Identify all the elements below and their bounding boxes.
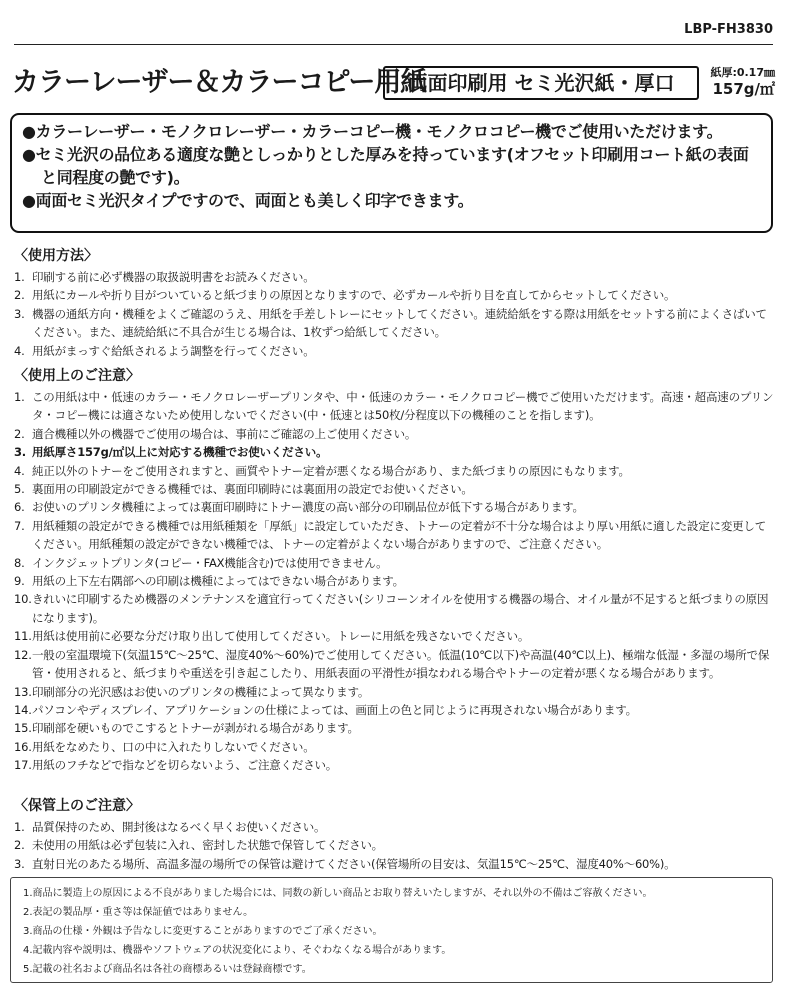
storage-section	[14, 797, 777, 873]
list-item	[14, 836, 777, 854]
paper-spec	[710, 64, 775, 98]
list-item	[14, 480, 777, 498]
note-item: 4.記載内容や説明は、機器やソフトウェアの状況変化により、そぐわなくなる場合があります。	[23, 945, 452, 956]
list-item	[14, 738, 777, 756]
list-item	[14, 388, 777, 425]
item-text: 機器の通紙方向・機種をよくご確認のうえ、用紙を手差しトレーにセットしてください。連続給紙をする際は用紙をセットする前によくさばいてください。また、連続給紙に不具合が生じる場合は、1枚ずつ給紙してください。	[32, 306, 767, 340]
item-text: 裏面用の印刷設定ができる機種では、裏面印刷時には裏面用の設定でお使いください。	[32, 482, 473, 497]
item-number: 14.	[14, 702, 32, 717]
item-text: パソコンやディスプレイ、アプリケーションの仕様によっては、画面上の色と同じように再現されない場合があります。	[32, 702, 637, 717]
item-text: 印刷部を硬いものでこするとトナーが剥がれる場合があります。	[32, 721, 359, 736]
list-item	[14, 462, 777, 480]
cautions-section	[14, 367, 777, 775]
item-text: 品質保持のため、開封後はなるべく早くお使いください。	[32, 820, 326, 834]
note-item: 3.商品の仕様・外観は予告なしに変更することがありますのでご了承ください。	[23, 926, 383, 937]
item-text: 用紙の上下左右隅部への印刷は機種によってはできない場合があります。	[32, 574, 404, 589]
paper-thickness: 紙厚:0.17㎜	[710, 66, 775, 79]
item-text: 未使用の用紙は必ず包装に入れ、密封した状態で保管してください。	[32, 838, 383, 853]
item-text: 印刷部分の光沢感はお使いのプリンタの機種によって異なります。	[32, 684, 370, 699]
cautions-list	[14, 388, 777, 775]
item-number: 5.	[14, 482, 25, 497]
item-number: 3.	[14, 445, 26, 460]
feature-item: ●セミ光沢の品位ある適度な艶としっかりとした厚みを持っています(オフセット印刷用コート紙の表面と同程度の艶です)。	[22, 145, 749, 187]
item-text: 用紙は使用前に必要な分だけ取り出して使用してください。トレーに用紙を残さないでください。	[32, 629, 530, 644]
item-text: きれいに印刷するため機器のメンテナンスを適宜行ってください(シリコーンオイルを使用する機器の場合、オイル量が不足すると紙づまりの原因になります)。	[32, 592, 769, 625]
list-item	[14, 305, 777, 342]
item-number: 1.	[14, 820, 25, 834]
product-title: カラーレーザー＆カラーコピー用紙	[12, 67, 427, 98]
item-text: 用紙種類の設定ができる機種では用紙種類を「厚紙」に設定していただき、トナーの定着が不十分な場合はより厚い用紙に適した設定に変更してください。用紙種類の設定ができない機種では、トナーの定着がよくない場合がありますので、ご注意ください。	[32, 518, 767, 552]
list-item	[14, 646, 777, 683]
item-text: 印刷する前に必ず機器の取扱説明書をお読みください。	[32, 270, 315, 284]
list-item	[14, 554, 777, 572]
item-number: 13.	[14, 684, 32, 699]
list-item	[14, 268, 777, 286]
item-number: 4.	[14, 463, 25, 478]
item-number: 9.	[14, 574, 25, 589]
feature-box	[10, 113, 773, 233]
product-type-badge: 両面印刷用 セミ光沢紙・厚口	[383, 66, 699, 100]
item-number: 16.	[14, 739, 32, 754]
usage-heading: 〈使用方法〉	[14, 248, 98, 264]
cautions-heading: 〈使用上のご注意〉	[14, 368, 140, 384]
notes-box	[10, 877, 773, 983]
feature-item: ●両面セミ光沢タイプですので、両面とも美しく印字できます。	[22, 191, 474, 210]
item-number: 6.	[14, 500, 25, 515]
list-item	[14, 719, 777, 737]
item-text: 適合機種以外の機器でご使用の場合は、事前にご確認の上ご使用ください。	[32, 426, 417, 441]
item-text: 用紙のフチなどで指などを切らないよう、ご注意ください。	[32, 758, 338, 773]
header-divider	[14, 44, 773, 45]
item-number: 4.	[14, 343, 25, 358]
list-item	[14, 572, 777, 590]
list-item	[14, 818, 777, 836]
item-number: 1.	[14, 390, 25, 404]
list-item	[14, 286, 777, 304]
item-text: インクジェットプリンタ(コピー・FAX機能含む)では使用できません。	[32, 555, 388, 570]
item-text: この用紙は中・低速のカラー・モノクロレーザープリンタや、中・低速のカラー・モノクロコピー機でご使用いただけます。高速・超高速のプリンタ・コピー機には適さないため使用しないでください(中・低速とは50枚/分程度以下の機種のことを指します)。	[32, 390, 774, 423]
note-item: 1.商品に製造上の原因による不良がありました場合には、同数の新しい商品とお取り替えいたしますが、それ以外の不備はご容赦ください。	[23, 888, 653, 899]
item-text: 用紙がまっすぐ給紙されるよう調整を行ってください。	[32, 343, 315, 358]
model-number: LBP-FH3830	[684, 22, 773, 37]
item-number: 1.	[14, 270, 25, 284]
item-number: 17.	[14, 758, 32, 773]
list-item	[14, 498, 777, 516]
storage-list	[14, 818, 777, 873]
usage-section	[14, 247, 777, 360]
list-item	[14, 627, 777, 645]
list-item	[14, 342, 777, 360]
feature-item: ●カラーレーザー・モノクロレーザー・カラーコピー機・モノクロコピー機でご使用いただけます。	[22, 122, 723, 141]
item-number: 8.	[14, 555, 25, 570]
list-item	[14, 756, 777, 774]
item-number: 11.	[14, 629, 32, 644]
list-item	[14, 425, 777, 443]
item-text: 用紙厚さ157g/㎡以上に対応する機種でお使いください。	[32, 445, 328, 460]
item-text: 純正以外のトナーをご使用されますと、画質やトナー定着が悪くなる場合があり、また紙づまりの原因にもなります。	[32, 463, 630, 478]
item-text: 直射日光のあたる場所、高温多湿の場所での保管は避けてください(保管場所の目安は、気温15℃〜25℃、湿度40%〜60%)。	[32, 856, 676, 871]
item-text: お使いのプリンタ機種によっては裏面印刷時にトナー濃度の高い部分の印刷品位が低下する場合があります。	[32, 500, 584, 515]
item-text: 用紙をなめたり、口の中に入れたりしないでください。	[32, 739, 315, 754]
item-number: 2.	[14, 288, 25, 303]
list-item	[14, 443, 777, 461]
item-number: 3.	[14, 856, 25, 871]
list-item	[14, 701, 777, 719]
item-number: 12.	[14, 647, 32, 662]
item-number: 10.	[14, 592, 32, 607]
list-item	[14, 517, 777, 554]
note-item: 2.表記の製品厚・重さ等は保証値ではありません。	[23, 907, 254, 918]
item-text: 一般の室温環境下(気温15℃〜25℃、湿度40%〜60%)でご使用してください。低温(10℃以下)や高温(40℃以上)、極端な低湿・多湿の場所で保管・使用されると、紙づまりや重送を引き起こしたり、用紙表面の平滑性が損なわれる場合やトナーの定着が悪くなる場合があります。	[32, 647, 770, 681]
list-item	[14, 855, 777, 873]
paper-weight: 157g/㎡	[712, 80, 775, 98]
storage-heading: 〈保管上のご注意〉	[14, 798, 140, 814]
item-number: 15.	[14, 721, 32, 736]
item-number: 2.	[14, 838, 25, 853]
item-text: 用紙にカールや折り目がついていると紙づまりの原因となりますので、必ずカールや折り目を直してからセットしてください。	[32, 288, 676, 303]
item-number: 3.	[14, 306, 25, 321]
item-number: 2.	[14, 426, 25, 441]
item-number: 7.	[14, 518, 25, 533]
note-item: 5.記載の社名および商品名は各社の商標あるいは登録商標です。	[23, 964, 312, 975]
usage-list	[14, 268, 777, 360]
list-item	[14, 590, 777, 627]
list-item	[14, 683, 777, 701]
